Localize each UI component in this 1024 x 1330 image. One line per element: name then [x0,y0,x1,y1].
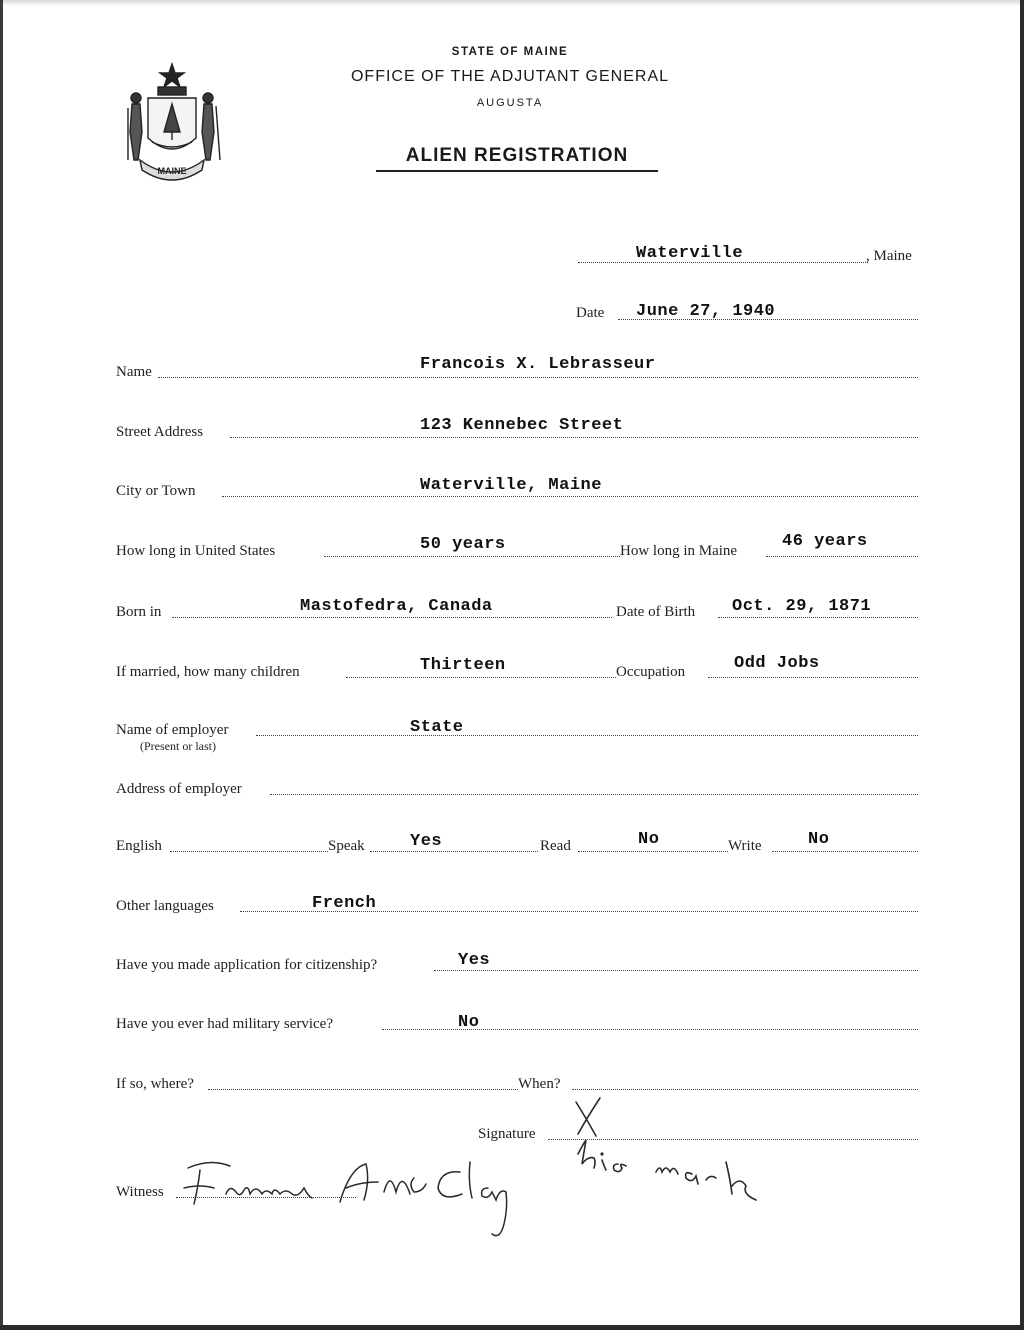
military-label: Have you ever had military service? [116,1016,333,1032]
years-us-line [324,556,620,557]
when-label: When? [518,1076,561,1092]
birth-date-label: Date of Birth [616,604,696,620]
employer-address-line [270,794,918,795]
english-label: English [116,838,162,854]
date-label: Date [576,305,605,321]
scan-edge-bottom [0,1325,1024,1330]
seal-text: MAINE [157,166,187,176]
citizenship-line [434,970,918,971]
born-in-value: Mastofedra, Canada [300,597,493,616]
years-us-label: How long in United States [116,543,276,559]
scan-edge-top [0,0,1024,6]
read-label: Read [540,838,571,854]
street-label: Street Address [116,424,204,440]
born-in-label: Born in [116,604,162,620]
street-value: 123 Kennebec Street [420,416,624,435]
form-title: ALIEN REGISTRATION [405,145,629,166]
speak-value: Yes [410,832,443,851]
children-line [346,677,616,678]
name-value: Francois X. Lebrasseur [420,355,656,374]
signature-label: Signature [478,1126,536,1142]
name-line [158,377,918,378]
english-line [170,851,328,852]
city-label: City or Town [116,483,196,499]
occupation-value: Odd Jobs [734,654,820,673]
title-underline [376,170,658,172]
years-maine-label: How long in Maine [620,543,738,559]
maine-state-seal [118,60,226,182]
employer-label: Name of employer [116,722,229,738]
speak-line [370,851,538,852]
other-languages-label: Other languages [116,898,214,914]
children-value: Thirteen [420,656,506,675]
write-label: Write [728,838,762,854]
years-maine-line [766,556,918,557]
write-line [772,851,918,852]
location-town: Waterville [636,244,744,263]
employer-address-label: Address of employer [116,781,242,797]
citizenship-label: Have you made application for citizenship? [116,957,378,973]
location-state-label: , Maine [866,248,912,264]
occupation-line [708,677,918,678]
where-line [208,1089,518,1090]
employer-value: State [410,718,464,737]
read-line [578,851,728,852]
city-value: Waterville, Maine [420,476,602,495]
birth-date-line [718,617,918,618]
employer-sublabel: (Present or last) [140,739,216,753]
street-line [230,437,918,438]
witness-label: Witness [116,1184,164,1200]
date-value: June 27, 1940 [636,302,776,321]
birth-date-value: Oct. 29, 1871 [732,597,872,616]
children-label: If married, how many children [116,664,300,680]
where-label: If so, where? [116,1076,194,1092]
city-line [222,496,918,497]
speak-label: Speak [328,838,365,854]
years-maine-value: 46 years [782,532,868,551]
born-in-line [172,617,612,618]
header-city: AUGUSTA [476,97,544,109]
other-languages-value: French [312,894,377,913]
scan-edge-left [0,0,3,1330]
military-value: No [458,1013,480,1032]
citizenship-value: Yes [458,951,491,970]
signature-his-mark [560,1090,780,1220]
employer-line [256,735,918,736]
years-us-value: 50 years [420,535,506,554]
occupation-label: Occupation [616,664,686,680]
scan-edge-right [1020,0,1024,1330]
witness-signature [170,1148,530,1248]
write-value: No [808,830,830,849]
name-label: Name [116,364,152,380]
header-office: OFFICE OF THE ADJUTANT GENERAL [350,68,670,85]
read-value: No [638,830,660,849]
header-state: STATE OF MAINE [451,46,569,58]
